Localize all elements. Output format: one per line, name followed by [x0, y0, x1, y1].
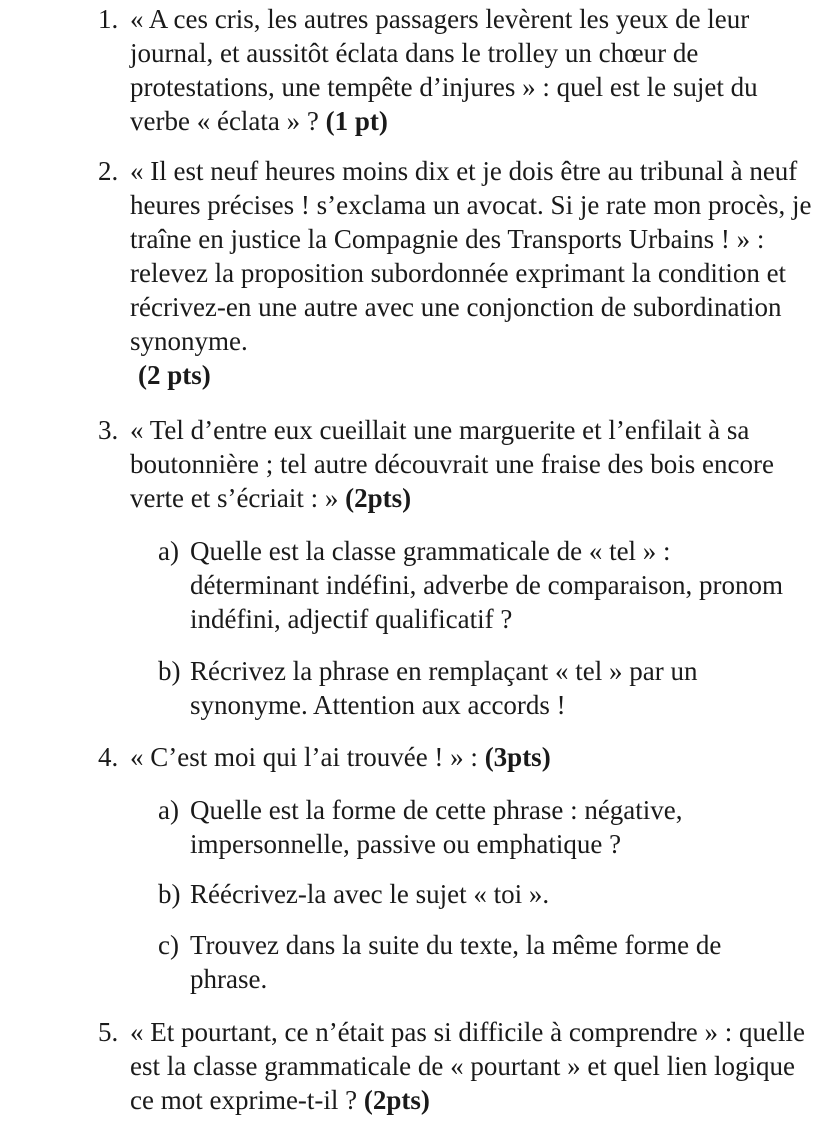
question-text: « Et pourtant, ce n’était pas si difficile à comprendre » : quelle est la classe grammaticale de « pourtant » et quel lien logique ce mot exprime-t-il ?	[130, 1017, 806, 1115]
question-text: « A ces cris, les autres passagers levèrent les yeux de leur journal, et aussitôt éclata dans le trolley un chœur de protestations, une tempête d’injures » : quel est le sujet du verbe « éclata » ?	[130, 4, 758, 136]
question-number: 4.	[98, 742, 119, 772]
question-3a	[158, 534, 798, 636]
sub-question-label: c)	[158, 930, 179, 960]
sub-question-text: Récrivez la phrase en remplaçant « tel » par un synonyme. Attention aux accords !	[190, 656, 698, 720]
question-text: « Il est neuf heures moins dix et je dois être au tribunal à neuf heures précises ! s’exclama un avocat. Si je rate mon procès, je traîne en justice la Compagnie des Transports Urbains ! » : relevez la proposition subordonnée exprimant la condition et récrivez-en une autre avec une conjonction de subordination synonyme.	[130, 156, 812, 356]
question-points: (3pts)	[484, 742, 551, 772]
question-4b	[158, 877, 798, 911]
sub-question-text: Trouvez dans la suite du texte, la même forme de phrase.	[190, 930, 722, 994]
sub-question-label: b)	[158, 879, 181, 909]
sub-question-label: a)	[158, 795, 179, 825]
question-4c	[158, 928, 798, 996]
question-points: (2pts)	[345, 483, 412, 513]
question-5	[98, 1015, 818, 1117]
question-points: (2 pts)	[138, 360, 211, 390]
sub-question-text: Quelle est la forme de cette phrase : négative, impersonnelle, passive ou emphatique ?	[190, 795, 683, 859]
question-points: (1 pt)	[325, 106, 388, 136]
question-text: « C’est moi qui l’ai trouvée ! » :	[130, 742, 478, 772]
question-number: 1.	[98, 4, 119, 34]
sub-question-text: Réécrivez-la avec le sujet « toi ».	[190, 879, 550, 909]
question-2	[98, 154, 818, 392]
question-3b	[158, 654, 798, 722]
question-text: « Tel d’entre eux cueillait une marguerite et l’enfilait à sa boutonnière ; tel autre découvrait une fraise des bois encore verte et s’écriait : »	[130, 415, 774, 513]
question-4	[98, 740, 818, 774]
question-number: 3.	[98, 415, 119, 445]
sub-question-text: Quelle est la classe grammaticale de « tel » : déterminant indéfini, adverbe de comparaison, pronom indéfini, adjectif qualificatif ?	[190, 536, 784, 634]
question-4a	[158, 793, 798, 861]
question-number: 5.	[98, 1017, 119, 1047]
sub-question-label: a)	[158, 536, 179, 566]
question-3	[98, 413, 818, 515]
question-points: (2pts)	[363, 1085, 430, 1115]
question-number: 2.	[98, 156, 119, 186]
sub-question-label: b)	[158, 656, 181, 686]
question-1	[98, 2, 818, 138]
